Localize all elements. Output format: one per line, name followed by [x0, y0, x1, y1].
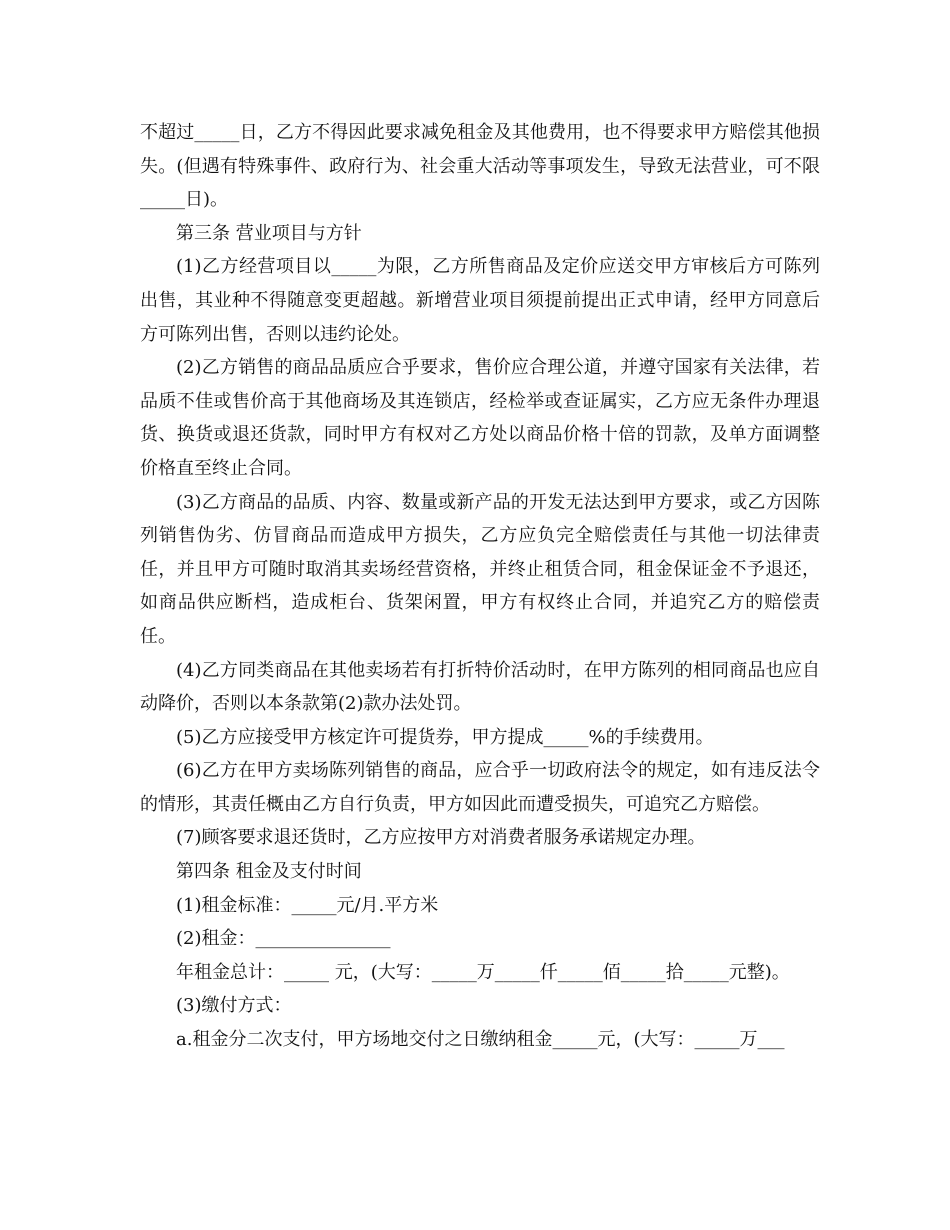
article-3-clause-7: (7)顾客要求退还货时，乙方应按甲方对消费者服务承诺规定办理。 [176, 827, 706, 849]
article-4-clause-1: (1)租金标准：_____元/月.平方米 [176, 894, 439, 916]
article-3-clause-6: (6)乙方在甲方卖场陈列销售的商品，应合乎一切政府法令的规定，如有违反法令的情形，其责任概由乙方自行负责，甲方如因此而遭受损失，可追究乙方赔偿。 [140, 760, 820, 815]
article-3-clause-4: (4)乙方同类商品在其他卖场若有打折特价活动时，在甲方陈列的相同商品也应自动降价，否则以本条款第(2)款办法处罚。 [140, 659, 820, 715]
article-3-clause-2: (2)乙方销售的商品品质应合乎要求，售价应合理公道，并遵守国家有关法律，若品质不佳或售价高于其他商场及其连锁店，经检举或查证属实，乙方应无条件办理退货、换货或退还货款，同时甲方有权对乙方处以商品价格十倍的罚款，及单方面调整价格直至终止合同。 [140, 357, 820, 479]
document-body [140, 116, 820, 1057]
article-3-heading: 第三条 营业项目与方针 [176, 222, 362, 244]
article-4-clause-3: (3)缴付方式： [176, 995, 292, 1017]
payment-method-a: a.租金分二次支付，甲方场地交付之日缴纳租金_____元，(大写：_____万___ [176, 1029, 785, 1051]
article-4-heading: 第四条 租金及支付时间 [176, 861, 362, 883]
article-4-clause-2: (2)租金：_______________ [176, 928, 391, 950]
article-3-clause-1: (1)乙方经营项目以_____为限，乙方所售商品及定价应送交甲方审核后方可陈列出售，其业种不得随意变更超越。新增营业项目须提前提出正式申请，经甲方同意后方可陈列出售，否则以违约论处。 [140, 256, 820, 345]
paragraph-continuation: 不超过_____日，乙方不得因此要求减免租金及其他费用，也不得要求甲方赔偿其他损失。(但遇有特殊事件、政府行为、社会重大活动等事项发生，导致无法营业，可不限_____日)。 [140, 122, 820, 211]
article-3-clause-5: (5)乙方应接受甲方核定许可提货券，甲方提成_____%的手续费用。 [176, 726, 714, 748]
annual-rent-total: 年租金总计：_____ 元，(大写：_____万_____仟_____佰_____拾_____元整)。 [176, 961, 790, 983]
article-3-clause-3: (3)乙方商品的品质、内容、数量或新产品的开发无法达到甲方要求，或乙方因陈列销售伪劣、仿冒商品而造成甲方损失，乙方应负完全赔偿责任与其他一切法律责任，并且甲方可随时取消其卖场经营资格，并终止租赁合同，租金保证金不予退还，如商品供应断档，造成柜台、货架闲置，甲方有权终止合同，并追究乙方的赔偿责任。 [140, 491, 820, 647]
